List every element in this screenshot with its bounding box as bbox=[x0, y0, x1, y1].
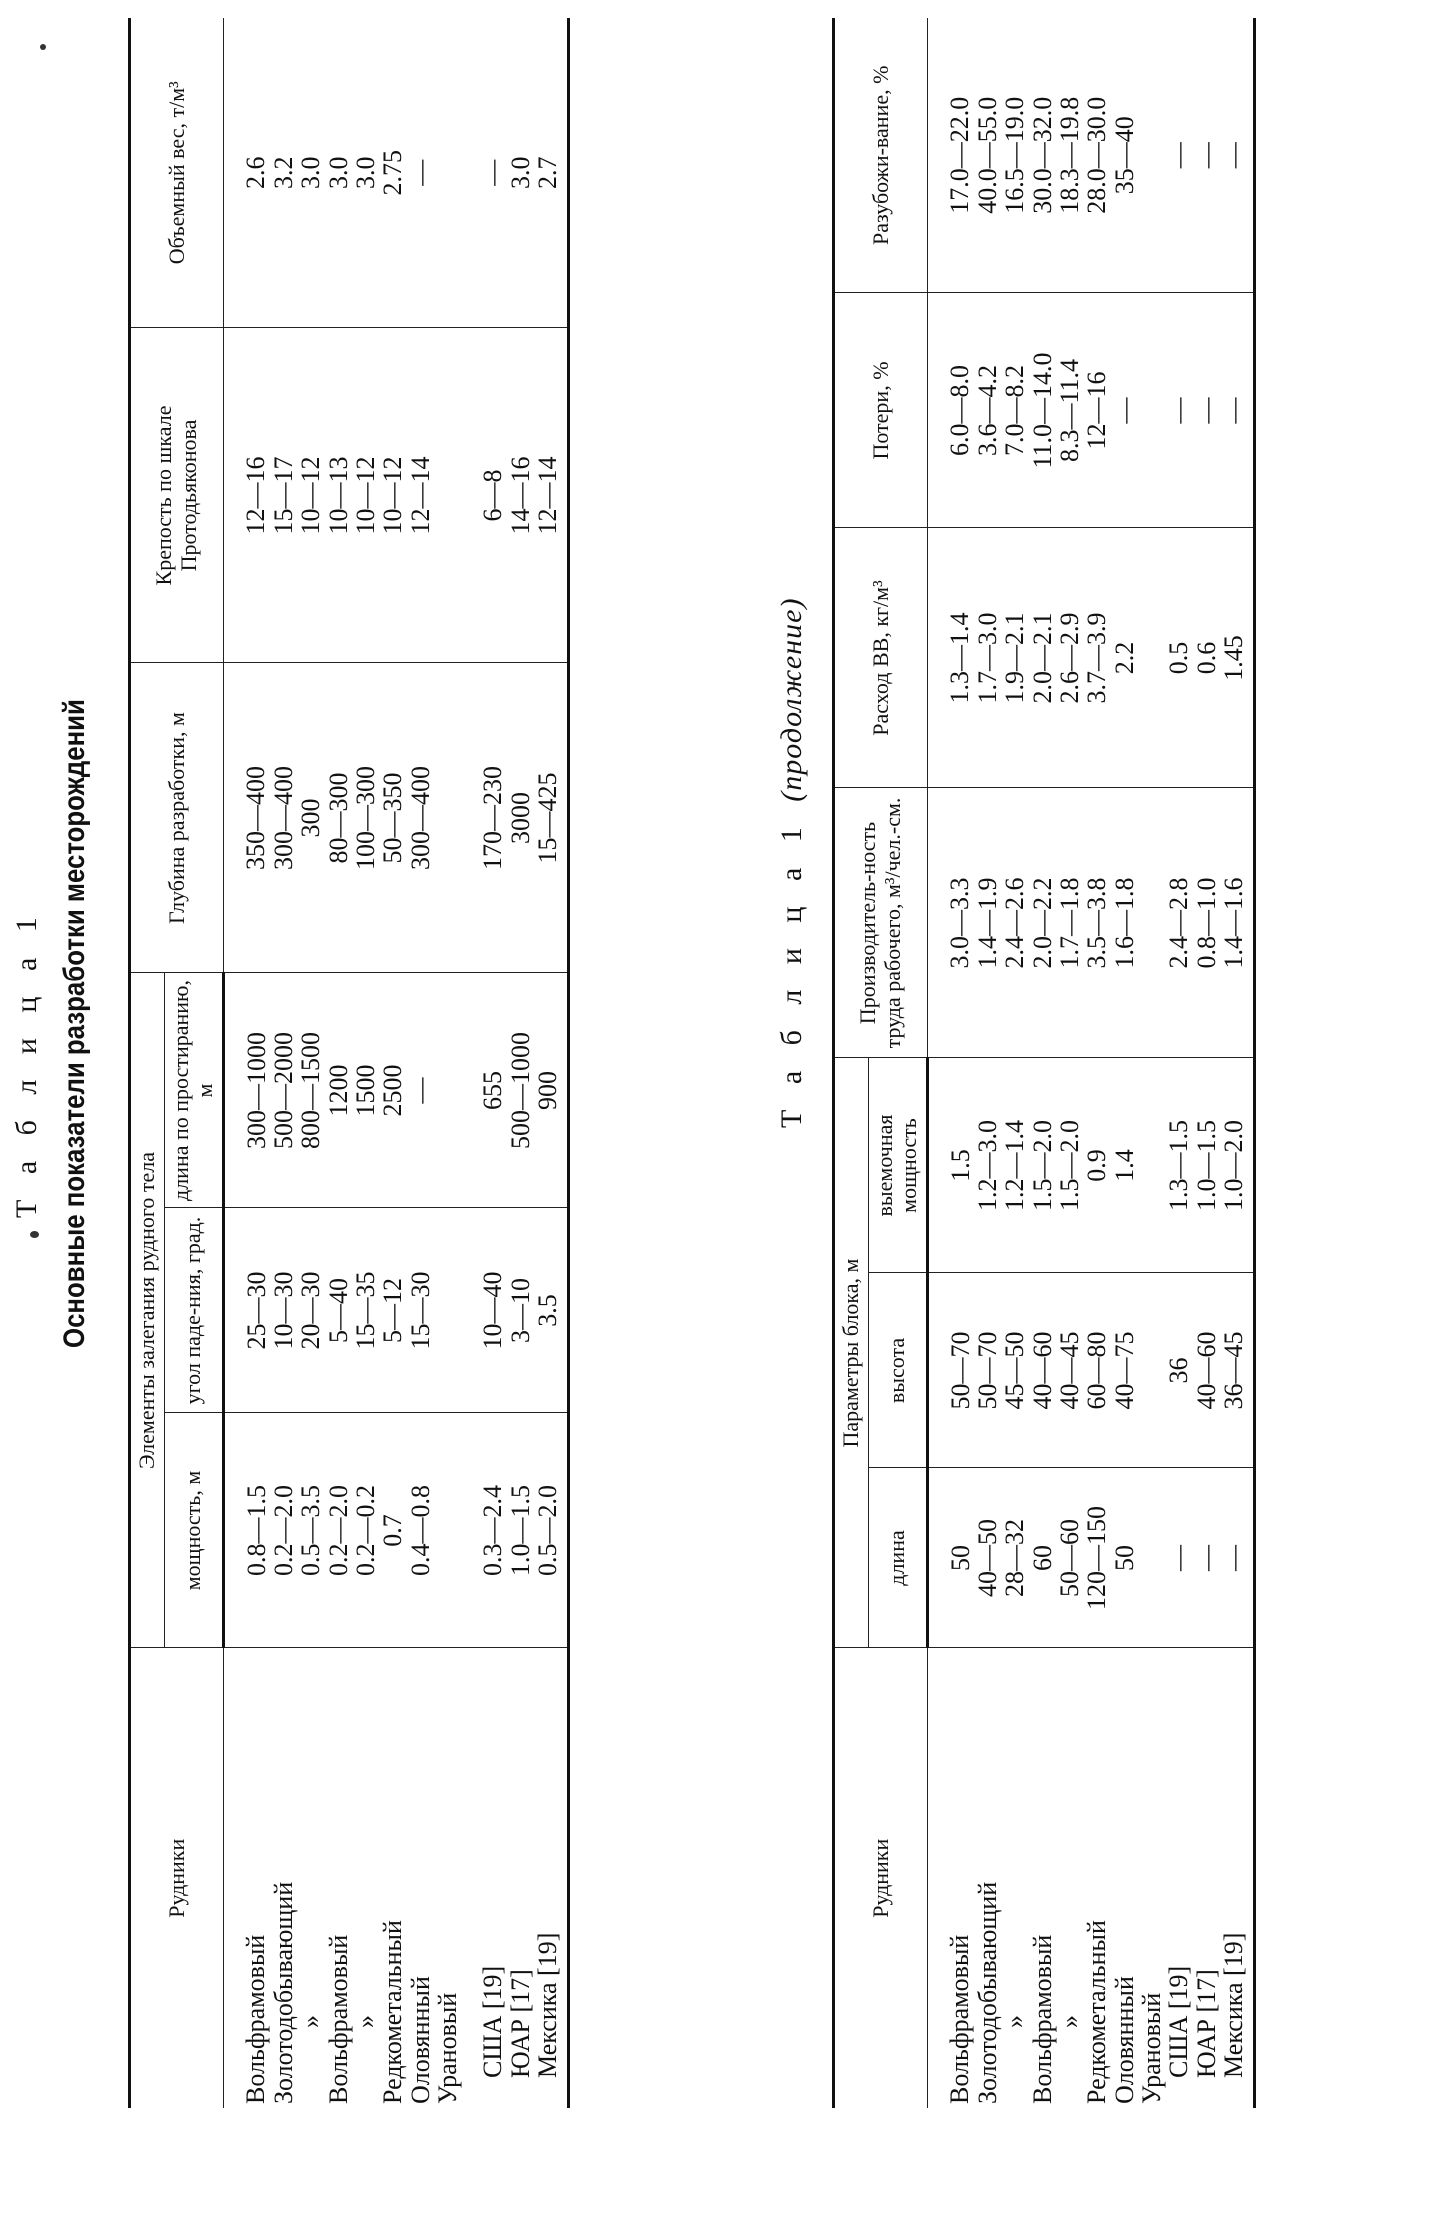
cell-productivity: 1.6—1.8 bbox=[1111, 788, 1138, 1058]
cell-height: 40—60 bbox=[1029, 1273, 1056, 1468]
table-row bbox=[1220, 18, 1255, 2108]
cell-productivity: 2.0—2.2 bbox=[1029, 788, 1056, 1058]
cell-mine: Оловянный bbox=[1109, 1976, 1139, 2104]
cell-losses: — bbox=[1165, 293, 1192, 528]
cell-dilution: 17.0—22.0 bbox=[927, 18, 974, 293]
cell-strike: 655 bbox=[461, 973, 506, 1208]
cell-density bbox=[434, 18, 461, 328]
cell-productivity: 1.7—1.8 bbox=[1056, 788, 1083, 1058]
cell-hardness: 12—14 bbox=[407, 328, 434, 663]
cell-strike: 1200 bbox=[325, 973, 352, 1208]
cell-thickness: 0.4—0.8 bbox=[407, 1413, 434, 1648]
cell-density: 3.0 bbox=[325, 18, 352, 328]
cell-mine: Мексика [19] bbox=[1220, 1648, 1255, 2108]
cell-thickness: 0.5—3.5 bbox=[297, 1413, 324, 1648]
cell-mine: » bbox=[1055, 2015, 1085, 2028]
table-row bbox=[297, 18, 324, 2108]
cell-depth: 300—400 bbox=[407, 663, 434, 973]
cell-mine: Золотодобывающий bbox=[973, 1881, 1003, 2104]
cell-thickness bbox=[434, 1413, 461, 1648]
table-row bbox=[1111, 18, 1138, 2108]
cell-dip bbox=[434, 1208, 461, 1413]
cell-mine: Вольфрамовый bbox=[240, 1934, 270, 2104]
cell-hardness: 10—12 bbox=[379, 328, 406, 663]
table-row bbox=[223, 18, 270, 2108]
cell-explosive: 2.2 bbox=[1111, 528, 1138, 788]
header-productivity: Производитель-ность труда рабочего, м³/чел.-см. bbox=[834, 788, 928, 1058]
cell-strike: 900 bbox=[534, 973, 569, 1208]
cell-hardness: 12—14 bbox=[534, 328, 569, 663]
cell-mine: США [19] bbox=[1164, 1965, 1194, 2078]
cell-dip: 3—10 bbox=[507, 1208, 534, 1413]
cell-length: 120—150 bbox=[1083, 1468, 1110, 1648]
cell-losses: — bbox=[1111, 293, 1138, 528]
header-mines: Рудники bbox=[834, 1648, 928, 2108]
table1 bbox=[128, 18, 570, 2108]
cell-depth bbox=[434, 663, 461, 973]
table1-caption: Т а б л и ц а 1 bbox=[10, 908, 43, 1218]
cell-density: — bbox=[461, 18, 506, 328]
table-row bbox=[434, 18, 461, 2108]
table1-title: Основные показатели разработки месторождений bbox=[58, 699, 91, 1348]
table1-cont-caption bbox=[775, 598, 809, 1128]
table-row bbox=[1056, 18, 1083, 2108]
table-row bbox=[407, 18, 434, 2108]
cell-hardness bbox=[434, 328, 461, 663]
cell-height: 40—60 bbox=[1193, 1273, 1220, 1468]
table-row bbox=[1029, 18, 1056, 2108]
cell-strike: 500—2000 bbox=[270, 973, 297, 1208]
cell-dilution: 16.5—19.0 bbox=[1001, 18, 1028, 293]
cell-depth: 50—350 bbox=[379, 663, 406, 973]
header-group: Параметры блока, м bbox=[834, 1058, 869, 1648]
cell-dilution: 28.0—30.0 bbox=[1083, 18, 1110, 293]
header-explosive: Расход ВВ, кг/м³ bbox=[834, 528, 928, 788]
header-depth: Глубина разработки, м bbox=[130, 663, 224, 973]
cell-productivity: 2.4—2.6 bbox=[1001, 788, 1028, 1058]
cell-strike bbox=[434, 973, 461, 1208]
cell-mine: Урановый bbox=[1136, 1992, 1166, 2104]
cell-length: 40—50 bbox=[974, 1468, 1001, 1648]
cell-length: 50 bbox=[1111, 1468, 1138, 1648]
cell-mine: Урановый bbox=[432, 1992, 462, 2104]
cell-height: 36—45 bbox=[1220, 1273, 1255, 1468]
table1-cont-caption-note: (продолжение) bbox=[775, 597, 808, 802]
cell-mine: » bbox=[351, 2015, 381, 2028]
cell-dip: 3.5 bbox=[534, 1208, 569, 1413]
cell-height: 50—70 bbox=[927, 1273, 974, 1468]
cell-extract: 1.5 bbox=[927, 1058, 974, 1273]
table1-continued-body bbox=[927, 18, 1254, 2108]
header-height: высота bbox=[868, 1273, 927, 1468]
cell-productivity: 1.4—1.6 bbox=[1220, 788, 1255, 1058]
cell-productivity: 0.8—1.0 bbox=[1193, 788, 1220, 1058]
table1-continued bbox=[832, 18, 1256, 2108]
cell-thickness: 0.7 bbox=[379, 1413, 406, 1648]
cell-explosive: 2.6—2.9 bbox=[1056, 528, 1083, 788]
cell-density: 3.2 bbox=[270, 18, 297, 328]
cell-hardness: 15—17 bbox=[270, 328, 297, 663]
header-dip: угол паде-ния, град. bbox=[164, 1208, 223, 1413]
cell-explosive: 1.9—2.1 bbox=[1001, 528, 1028, 788]
cell-extract: 1.3—1.5 bbox=[1165, 1058, 1192, 1273]
cell-explosive: 0.5 bbox=[1165, 528, 1192, 788]
header-length: длина bbox=[868, 1468, 927, 1648]
header-strike: длина по простиранию, м bbox=[164, 973, 223, 1208]
table-row bbox=[1001, 18, 1028, 2108]
cell-hardness: 6—8 bbox=[461, 328, 506, 663]
cell-depth: 300 bbox=[297, 663, 324, 973]
header-thickness: мощность, м bbox=[164, 1413, 223, 1648]
cell-mine: Вольфрамовый bbox=[944, 1934, 974, 2104]
cell-hardness: 10—12 bbox=[297, 328, 324, 663]
cell-extract: 1.0—1.5 bbox=[1193, 1058, 1220, 1273]
cell-productivity: 3.0—3.3 bbox=[927, 788, 974, 1058]
table1-cont-caption-label: Т а б л и ц а 1 bbox=[775, 818, 808, 1128]
table-row bbox=[927, 18, 974, 2108]
cell-explosive: 3.7—3.9 bbox=[1083, 528, 1110, 788]
cell-mine: Вольфрамовый bbox=[1027, 1934, 1057, 2104]
cell-dip: 5—12 bbox=[379, 1208, 406, 1413]
header-hardness: Крепость по шкале Протодьяконова bbox=[130, 328, 224, 663]
cell-dilution: 30.0—32.0 bbox=[1029, 18, 1056, 293]
table-row bbox=[507, 18, 534, 2108]
cell-strike: 300—1000 bbox=[223, 973, 270, 1208]
cell-mine: Мексика [19] bbox=[534, 1648, 569, 2108]
cell-extract: 1.2—1.4 bbox=[1001, 1058, 1028, 1273]
cell-dip: 15—35 bbox=[352, 1208, 379, 1413]
table-row bbox=[1138, 18, 1165, 2108]
cell-dilution: — bbox=[1220, 18, 1255, 293]
cell-dilution: — bbox=[1165, 18, 1192, 293]
cell-strike: 1500 bbox=[352, 973, 379, 1208]
cell-mine: Оловянный bbox=[405, 1976, 435, 2104]
table-row bbox=[534, 18, 569, 2108]
cell-dip: 20—30 bbox=[297, 1208, 324, 1413]
cell-productivity: 2.4—2.8 bbox=[1165, 788, 1192, 1058]
cell-strike: 800—1500 bbox=[297, 973, 324, 1208]
cell-length: — bbox=[1165, 1468, 1192, 1648]
cell-density: 3.0 bbox=[507, 18, 534, 328]
cell-mine: Золотодобывающий bbox=[269, 1881, 299, 2104]
cell-extract: 1.5—2.0 bbox=[1056, 1058, 1083, 1273]
header-mines: Рудники bbox=[130, 1648, 224, 2108]
cell-extract: 0.9 bbox=[1083, 1058, 1110, 1273]
cell-depth: 100—300 bbox=[352, 663, 379, 973]
cell-depth: 3000 bbox=[507, 663, 534, 973]
cell-dip: 25—30 bbox=[223, 1208, 270, 1413]
cell-losses: 12—16 bbox=[1083, 293, 1110, 528]
header-extract: выемочная мощность bbox=[868, 1058, 927, 1273]
cell-extract: 1.4 bbox=[1111, 1058, 1138, 1273]
cell-thickness: 1.0—1.5 bbox=[507, 1413, 534, 1648]
table-row bbox=[270, 18, 297, 2108]
cell-density: 3.0 bbox=[297, 18, 324, 328]
cell-mine: Редкометальный bbox=[1082, 1920, 1112, 2104]
cell-dip: 10—40 bbox=[461, 1208, 506, 1413]
cell-mine: ЮАР [17] bbox=[505, 1969, 535, 2078]
cell-losses: — bbox=[1220, 293, 1255, 528]
cell-losses: 6.0—8.0 bbox=[927, 293, 974, 528]
cell-thickness: 0.2—2.0 bbox=[325, 1413, 352, 1648]
cell-height bbox=[1138, 1273, 1165, 1468]
cell-length: 60 bbox=[1029, 1468, 1056, 1648]
cell-depth: 15—425 bbox=[534, 663, 569, 973]
cell-mine: Вольфрамовый bbox=[323, 1934, 353, 2104]
cell-mine: США [19] bbox=[478, 1965, 508, 2078]
cell-strike: 2500 bbox=[379, 973, 406, 1208]
cell-height: 40—75 bbox=[1111, 1273, 1138, 1468]
cell-thickness: 0.5—2.0 bbox=[534, 1413, 569, 1648]
cell-productivity bbox=[1138, 788, 1165, 1058]
cell-strike: — bbox=[407, 973, 434, 1208]
table-row bbox=[352, 18, 379, 2108]
cell-density: — bbox=[407, 18, 434, 328]
cell-hardness: 12—16 bbox=[223, 328, 270, 663]
cell-length: 50 bbox=[927, 1468, 974, 1648]
cell-losses: — bbox=[1193, 293, 1220, 528]
cell-thickness: 0.3—2.4 bbox=[461, 1413, 506, 1648]
cell-height: 36 bbox=[1165, 1273, 1192, 1468]
table-row bbox=[1193, 18, 1220, 2108]
cell-mine: » bbox=[1000, 2015, 1030, 2028]
table-row bbox=[1165, 18, 1192, 2108]
cell-productivity: 3.5—3.8 bbox=[1083, 788, 1110, 1058]
cell-depth: 350—400 bbox=[223, 663, 270, 973]
cell-explosive: 0.6 bbox=[1193, 528, 1220, 788]
cell-depth: 80—300 bbox=[325, 663, 352, 973]
cell-density: 2.7 bbox=[534, 18, 569, 328]
cell-dilution bbox=[1138, 18, 1165, 293]
header-group: Элементы залегания рудного тела bbox=[130, 973, 165, 1648]
header-dilution: Разубожи-вание, % bbox=[834, 18, 928, 293]
cell-explosive: 1.7—3.0 bbox=[974, 528, 1001, 788]
cell-dip: 10—30 bbox=[270, 1208, 297, 1413]
cell-dilution: 35—40 bbox=[1111, 18, 1138, 293]
cell-losses: 8.3—11.4 bbox=[1056, 293, 1083, 528]
cell-length: 28—32 bbox=[1001, 1468, 1028, 1648]
cell-productivity: 1.4—1.9 bbox=[974, 788, 1001, 1058]
cell-depth: 300—400 bbox=[270, 663, 297, 973]
cell-extract bbox=[1138, 1058, 1165, 1273]
cell-length: — bbox=[1220, 1468, 1255, 1648]
cell-explosive: 1.45 bbox=[1220, 528, 1255, 788]
cell-losses: 11.0—14.0 bbox=[1029, 293, 1056, 528]
cell-thickness: 0.2—0.2 bbox=[352, 1413, 379, 1648]
cell-dilution: — bbox=[1193, 18, 1220, 293]
cell-density: 3.0 bbox=[352, 18, 379, 328]
cell-explosive: 2.0—2.1 bbox=[1029, 528, 1056, 788]
cell-dilution: 40.0—55.0 bbox=[974, 18, 1001, 293]
cell-extract: 1.2—3.0 bbox=[974, 1058, 1001, 1273]
cell-extract: 1.0—2.0 bbox=[1220, 1058, 1255, 1273]
cell-mine: ЮАР [17] bbox=[1191, 1969, 1221, 2078]
cell-height: 50—70 bbox=[974, 1273, 1001, 1468]
header-losses: Потери, % bbox=[834, 293, 928, 528]
table-row bbox=[1083, 18, 1110, 2108]
cell-strike: 500—1000 bbox=[507, 973, 534, 1208]
cell-dip: 15—30 bbox=[407, 1208, 434, 1413]
cell-mine: Редкометальный bbox=[378, 1920, 408, 2104]
cell-hardness: 14—16 bbox=[507, 328, 534, 663]
cell-extract: 1.5—2.0 bbox=[1029, 1058, 1056, 1273]
cell-hardness: 10—12 bbox=[352, 328, 379, 663]
cell-thickness: 0.2—2.0 bbox=[270, 1413, 297, 1648]
table1-body bbox=[223, 18, 568, 2108]
table-row bbox=[379, 18, 406, 2108]
cell-losses: 3.6—4.2 bbox=[974, 293, 1001, 528]
scan-speck bbox=[30, 1231, 39, 1238]
cell-height: 45—50 bbox=[1001, 1273, 1028, 1468]
cell-dilution: 18.3—19.8 bbox=[1056, 18, 1083, 293]
table-row bbox=[325, 18, 352, 2108]
cell-explosive bbox=[1138, 528, 1165, 788]
cell-dip: 5—40 bbox=[325, 1208, 352, 1413]
cell-length: — bbox=[1193, 1468, 1220, 1648]
table-row bbox=[974, 18, 1001, 2108]
cell-losses: 7.0—8.2 bbox=[1001, 293, 1028, 528]
header-density: Объемный вес, т/м³ bbox=[130, 18, 224, 328]
table-row bbox=[461, 18, 506, 2108]
cell-mine: » bbox=[296, 2015, 326, 2028]
cell-explosive: 1.3—1.4 bbox=[927, 528, 974, 788]
cell-losses bbox=[1138, 293, 1165, 528]
cell-length bbox=[1138, 1468, 1165, 1648]
cell-hardness: 10—13 bbox=[325, 328, 352, 663]
cell-height: 40—45 bbox=[1056, 1273, 1083, 1468]
cell-depth: 170—230 bbox=[461, 663, 506, 973]
scan-speck bbox=[40, 44, 46, 50]
cell-length: 50—60 bbox=[1056, 1468, 1083, 1648]
cell-density: 2.6 bbox=[223, 18, 270, 328]
cell-height: 60—80 bbox=[1083, 1273, 1110, 1468]
cell-thickness: 0.8—1.5 bbox=[223, 1413, 270, 1648]
cell-density: 2.75 bbox=[379, 18, 406, 328]
